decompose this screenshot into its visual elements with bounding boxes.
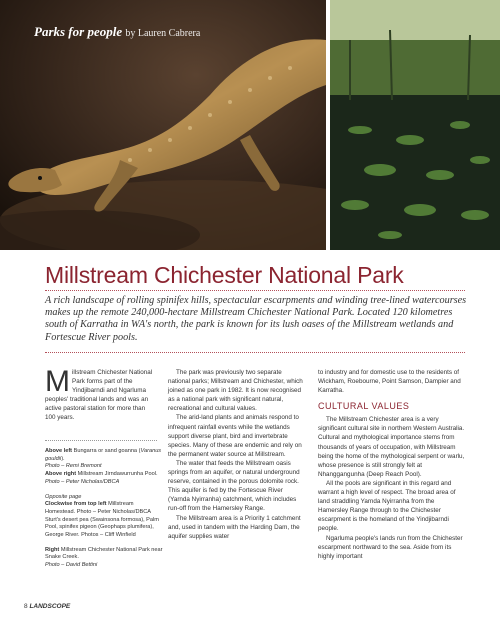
caption-text: Millstream Homestead. Photo – Peter Nicholas/DBCA Sturt's desert pea (Swainsona formosa), Palm Pool, spinifex pigeon (Geophaps plumifera), George River. Photos – Cliff Winfield xyxy=(45,501,159,539)
caption-label: Above right xyxy=(45,471,77,478)
caption-text: Millstream Chichester National Park near Snake Creek. xyxy=(45,546,163,561)
caption-above-left xyxy=(45,448,163,463)
standfirst-divider xyxy=(45,352,465,353)
col1-paragraph-1: illstream Chichester National Park forms part of the Yindjibarndi and Ngarluma peoples' traditional lands and was an active pastoral station for more than 100 years. xyxy=(45,369,153,422)
article-title xyxy=(45,262,404,289)
folio xyxy=(24,603,70,610)
col2-paragraph-2: The arid-land plants and animals respond to infrequent rainfall events while the wetlands support diverse plant, bird and invertebrate species. Many of these are endemic and rely on the permanent water source at Millstream. xyxy=(168,414,302,458)
col3-paragraph-1: to industry and for domestic use to the residents of Wickham, Roebourne, Point Samson, Dampier and Karratha. xyxy=(318,369,461,395)
column-2 xyxy=(168,368,304,541)
col3-paragraph-4: Ngarluma people's lands run from the Chichester escarpment northward to the sea. Aside from its highly important xyxy=(318,534,463,560)
byline: by Lauren Cabrera xyxy=(125,28,201,39)
caption-text: ). xyxy=(61,455,65,462)
section-heading: CULTURAL VALUES xyxy=(318,401,410,412)
caption-credit: Photo – David Bettini xyxy=(45,562,98,569)
col3-paragraph-2: The Millstream Chichester area is a very significant cultural site in northern Western Australia. Cultural and mythological importance stems from thousands of years of occupation, with Millstream being the home of the mythological serpent or warlu, whose presence is still strongly felt at Nhanggangunha (Deep Reach Pool). xyxy=(318,416,465,478)
caption-text: Millstream Jirndawurrunha Pool. xyxy=(76,471,158,478)
caption-label: Clockwise from top left xyxy=(45,501,107,508)
caption-text: Bungarra or sand goanna ( xyxy=(72,448,141,454)
pool-photo xyxy=(330,0,500,250)
caption-right xyxy=(45,547,163,562)
caption-label: Right xyxy=(45,546,60,553)
page-number: 8 xyxy=(24,603,28,610)
title-divider xyxy=(45,290,465,291)
drop-cap: M xyxy=(45,365,70,398)
col2-paragraph-3: The water that feeds the Millstream oasis springs from an aquifer, or natural underground reserve, contained in the porous dolomite rock. This aquifer is fed by the Fortescue River (Yarnda Nyirranha) catchment, which includes run-off from the Hamersley Range. xyxy=(168,459,300,513)
standfirst: A rich landscape of rolling spinifex hills, spectacular escarpments and winding tree-lined watercourses makes up the remote 240,000-hectare Millstream Chichester National Park. Located 120 kilometres south of Karratha in WA's north, the park is known for its lush oases of the Millstream wetlands and Fortescue River pools. xyxy=(45,295,467,343)
magazine-name: LANDSCOPE xyxy=(29,603,71,610)
col2-paragraph-1: The park was previously two separate national parks; Millstream and Chichester, which joined as one park in 1982. It is now recognised as a national park with significant natural, recreational and cultural values. xyxy=(168,369,303,413)
caption-above-right xyxy=(45,471,163,479)
series-title: Parks for people xyxy=(34,24,123,39)
series-header xyxy=(34,24,200,40)
column-3 xyxy=(318,368,466,561)
col3-paragraph-3: All the pools are significant in this regard and warrant a high level of respect. The broad area of land straddling Yarnda Nyirranha from the Hamersley Range through to the Chichester escarpment is the homeland of the Yindjibarndi people. xyxy=(318,479,456,533)
caption-credit: Photo – Peter Nicholas/DBCA xyxy=(45,478,120,485)
col2-paragraph-4: The Millstream area is a Priority 1 catchment and, used in tandem with the Harding Dam, the aquifer supplies water xyxy=(168,514,301,540)
article-title-main: Millstream Chichester xyxy=(45,262,262,288)
pool-illustration xyxy=(330,0,500,250)
caption-opposite-page: Opposite page xyxy=(45,493,82,500)
caption-label: Above left xyxy=(45,448,73,454)
caption-species: Varanus gouldii xyxy=(45,448,162,462)
caption-divider xyxy=(45,440,157,441)
column-1 xyxy=(45,365,157,423)
caption-credit: Photo – Remi Bremont xyxy=(45,463,102,470)
caption-clockwise xyxy=(45,501,163,540)
article-title-light: National Park xyxy=(268,262,404,288)
photo-captions xyxy=(45,448,163,570)
